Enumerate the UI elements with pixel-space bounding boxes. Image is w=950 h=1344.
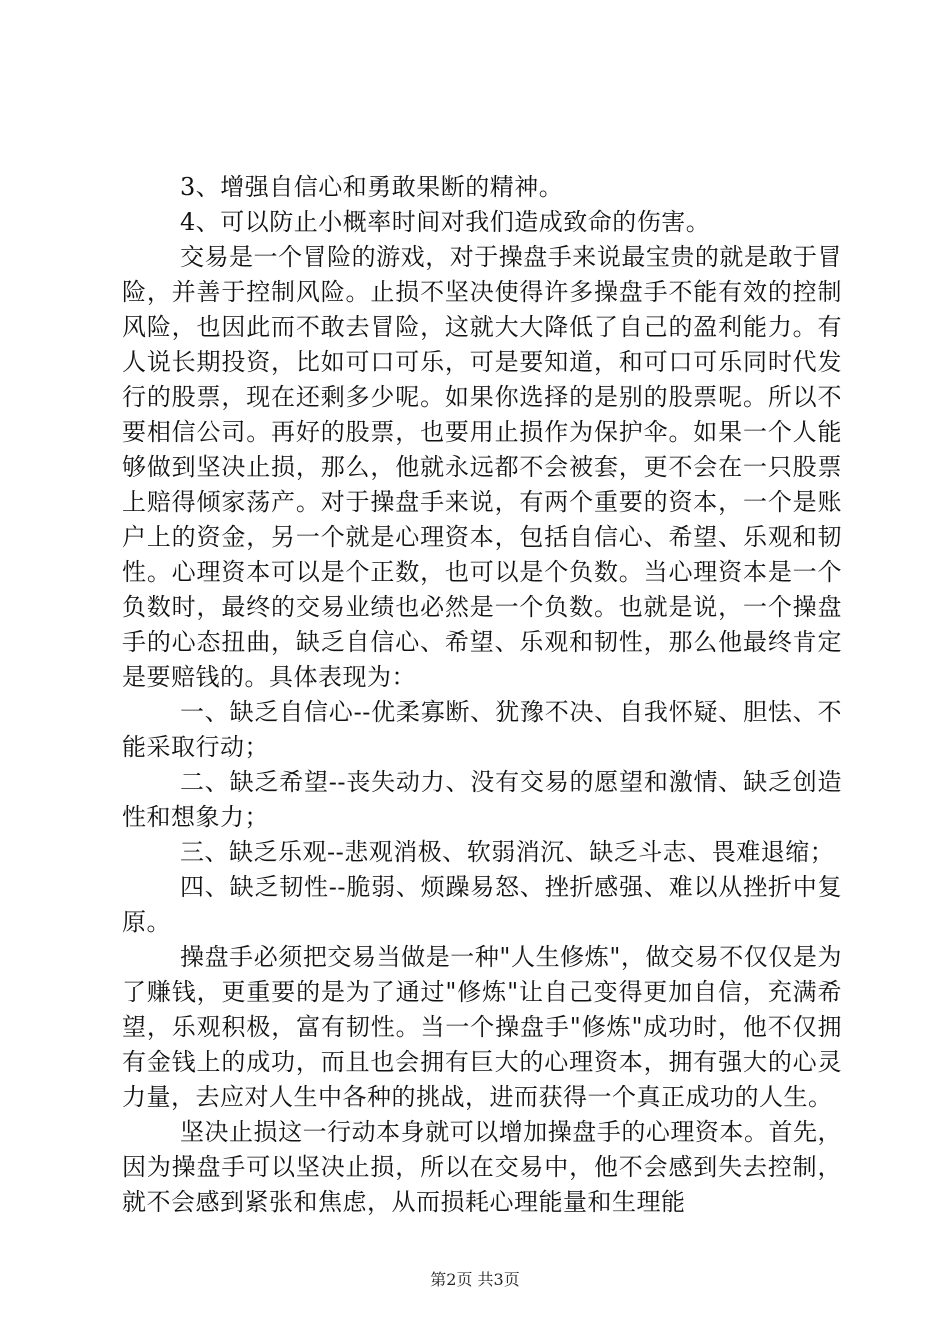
paragraph-life-practice: 操盘手必须把交易当做是一种"人生修炼"，做交易不仅仅是为了赚钱，更重要的是为了通过"修炼"让自己变得更加自信，充满希望，乐观积极，富有韧性。当一个操盘手"修炼"成功时，他不仅拥有金钱上的成功，而且也会拥有巨大的心理资本，拥有强大的心灵力量，去应对人生中各种的挑战，进而获得一个真正成功的人生。 bbox=[122, 943, 842, 1111]
paragraph-lack-resilience: 四、缺乏韧性--脆弱、烦躁易怒、挫折感强、难以从挫折中复原。 bbox=[122, 873, 842, 936]
document-body bbox=[122, 170, 842, 1220]
paragraph-trading-risk: 交易是一个冒险的游戏，对于操盘手来说最宝贵的就是敢于冒险，并善于控制风险。止损不坚决使得许多操盘手不能有效的控制风险，也因此而不敢去冒险，这就大大降低了自己的盈利能力。有人说长期投资，比如可口可乐，可是要知道，和可口可乐同时代发行的股票，现在还剩多少呢。如果你选择的是别的股票呢。所以不要相信公司。再好的股票，也要用止损作为保护伞。如果一个人能够做到坚决止损，那么，他就永远都不会被套，更不会在一只股票上赔得倾家荡产。对于操盘手来说，有两个重要的资本，一个是账户上的资金，另一个就是心理资本，包括自信心、希望、乐观和韧性。心理资本可以是个正数，也可以是个负数。当心理资本是一个负数时，最终的交易业绩也必然是一个负数。也就是说，一个操盘手的心态扭曲，缺乏自信心、希望、乐观和韧性，那么他最终肯定是要赔钱的。具体表现为： bbox=[122, 243, 842, 691]
page-number: 第2页 共3页 bbox=[430, 1270, 520, 1289]
paragraph-lack-hope: 二、缺乏希望--丧失动力、没有交易的愿望和激情、缺乏创造性和想象力； bbox=[122, 768, 842, 831]
page-footer bbox=[0, 1270, 950, 1290]
paragraph-lack-confidence: 一、缺乏自信心--优柔寡断、犹豫不决、自我怀疑、胆怯、不能采取行动； bbox=[122, 698, 842, 761]
paragraph-point-4: 4、可以防止小概率时间对我们造成致命的伤害。 bbox=[180, 208, 711, 236]
paragraph-lack-optimism: 三、缺乏乐观--悲观消极、软弱消沉、缺乏斗志、畏难退缩； bbox=[180, 838, 835, 866]
paragraph-point-3: 3、增强自信心和勇敢果断的精神。 bbox=[180, 173, 564, 201]
paragraph-stop-loss-capital: 坚决止损这一行动本身就可以增加操盘手的心理资本。首先，因为操盘手可以坚决止损，所以在交易中，他不会感到失去控制，就不会感到紧张和焦虑，从而损耗心理能量和生理能 bbox=[122, 1118, 842, 1216]
